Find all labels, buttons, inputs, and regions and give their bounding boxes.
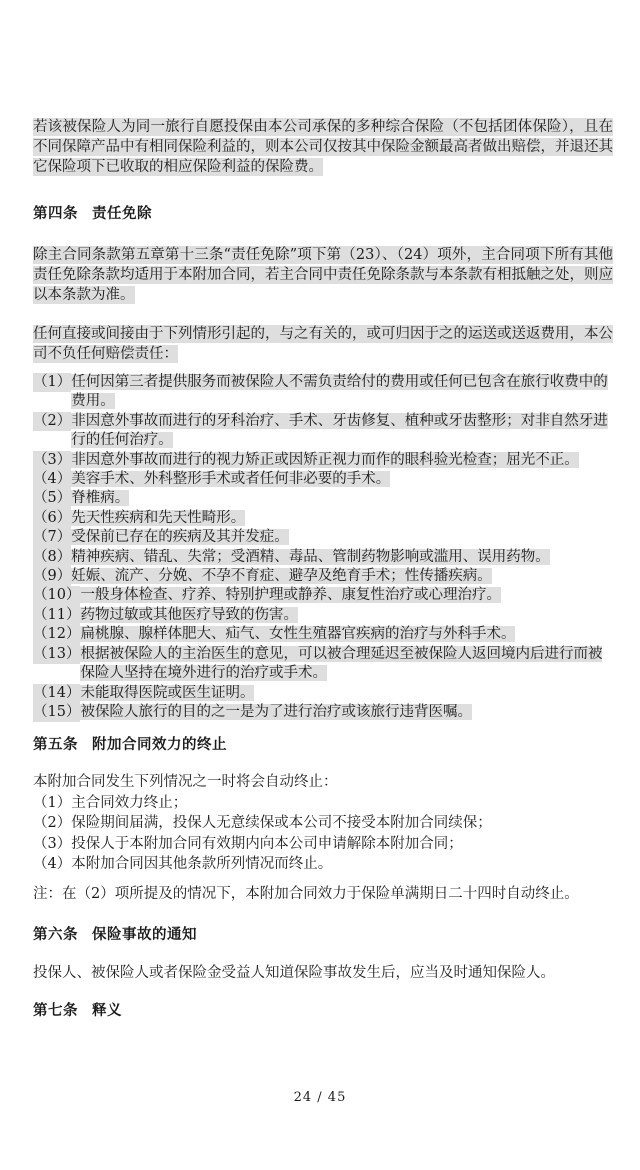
exclusion-text-wrap <box>80 606 613 625</box>
exclusion-number: （12） <box>33 625 80 644</box>
article-title: 释义 <box>92 1002 122 1019</box>
paragraph-text: 除主合同条款第五章第十三条“责任免除”项下第（23）、（24）项外，主合同项下所有其他责任免除条款均适用于本附加合同，若主合同中责任免除条款与本条款有相抵触之处，则应以本条款为准。 <box>33 247 613 303</box>
article-number: 第五条 <box>33 736 78 753</box>
termination-number: （2） <box>33 815 72 831</box>
exclusion-number: （10） <box>33 586 80 605</box>
exclusion-item <box>33 489 613 508</box>
exclusion-text-wrap <box>80 625 613 644</box>
termination-number: （3） <box>33 835 72 852</box>
exclusion-number: （11） <box>33 606 80 625</box>
article-6-heading <box>33 925 613 945</box>
exclusion-text-wrap <box>80 703 613 722</box>
exclusion-item <box>33 567 613 586</box>
exclusion-number: （1） <box>33 373 71 392</box>
exclusion-text-wrap <box>71 489 613 508</box>
termination-note: 注：在（2）项所提及的情况下，本附加合同效力于保险单满期日二十四时自动终止。 <box>33 886 579 902</box>
exclusion-text-wrap <box>80 684 613 703</box>
exclusion-number: （14） <box>33 684 80 703</box>
termination-text: 主合同效力终止； <box>71 794 188 811</box>
termination-item <box>33 834 613 855</box>
exclusion-number: （8） <box>33 548 71 567</box>
exclusion-text-wrap <box>71 509 613 528</box>
paragraph-exclusion-intro <box>33 324 613 364</box>
exclusion-text: 先天性疾病和先天性畸形。 <box>71 509 246 526</box>
exclusion-number: （2） <box>33 412 71 431</box>
exclusion-item <box>33 412 613 451</box>
exclusion-text: 任何因第三者提供服务而被保险人不需负责给付的费用或任何已包含在旅行收费中的费用。 <box>71 374 608 410</box>
paragraph-duplicate-insurance <box>33 117 613 177</box>
exclusion-list <box>33 373 613 722</box>
exclusion-text-wrap <box>71 567 613 586</box>
termination-item <box>33 793 613 814</box>
termination-number: （4） <box>33 856 72 872</box>
article-4-heading <box>33 204 613 224</box>
exclusion-item <box>33 645 613 684</box>
article-6-body: 投保人、被保险人或者保险金受益人知道保险事故发生后，应当及时通知保险人。 <box>33 965 555 981</box>
termination-item <box>33 854 613 875</box>
exclusion-text: 脊椎病。 <box>71 490 130 507</box>
exclusion-item <box>33 606 613 625</box>
exclusion-text-wrap <box>71 451 613 470</box>
exclusion-number: （13） <box>33 645 80 664</box>
exclusion-number: （5） <box>33 489 71 508</box>
termination-text: 保险期间届满，投保人无意续保或本公司不接受本附加合同续保； <box>71 815 492 831</box>
exclusion-text-wrap <box>71 528 613 547</box>
exclusion-number: （4） <box>33 470 71 489</box>
article-number: 第七条 <box>33 1002 78 1019</box>
exclusion-number: （6） <box>33 509 71 528</box>
exclusion-text: 被保险人旅行的目的之一是为了进行治疗或该旅行违背医嘱。 <box>80 703 472 720</box>
exclusion-number: （3） <box>33 451 71 470</box>
exclusion-text: 非因意外事故而进行的视力矫正或因矫正视力而作的眼科验光检查；屈光不正。 <box>71 451 579 468</box>
exclusion-text: 美容手术、外科整形手术或者任何非必要的手术。 <box>71 471 391 488</box>
article-number: 第四条 <box>33 205 78 222</box>
exclusion-item <box>33 684 613 703</box>
article-number: 第六条 <box>33 926 78 943</box>
exclusion-text: 受保前已存在的疾病及其并发症。 <box>71 529 289 546</box>
article-title: 附加合同效力的终止 <box>92 736 227 753</box>
exclusion-number: （9） <box>33 567 71 586</box>
exclusion-item <box>33 586 613 605</box>
paragraph-exclusion-scope <box>33 245 613 305</box>
exclusion-text: 未能取得医院或医生证明。 <box>80 684 255 701</box>
exclusion-text-wrap <box>80 645 613 684</box>
exclusion-item <box>33 373 613 412</box>
article-title: 保险事故的通知 <box>92 926 197 943</box>
exclusion-item <box>33 470 613 489</box>
exclusion-text-wrap <box>71 548 613 567</box>
termination-number: （1） <box>33 794 72 811</box>
exclusion-item <box>33 509 613 528</box>
exclusion-text: 妊娠、流产、分娩、不孕不育症、避孕及绝育手术；性传播疾病。 <box>71 568 492 585</box>
exclusion-number: （7） <box>33 528 71 547</box>
exclusion-text: 一般身体检查、疗养、特别护理或静养、康复性治疗或心理治疗。 <box>80 587 501 604</box>
termination-item <box>33 813 613 834</box>
exclusion-text-wrap <box>71 470 613 489</box>
article-5-intro: 本附加合同发生下列情况之一时将会自动终止： <box>33 774 338 790</box>
article-5-heading <box>33 735 613 755</box>
exclusion-text: 扁桃腺、腺样体肥大、疝气、女性生殖器官疾病的治疗与外科手术。 <box>80 626 516 643</box>
exclusion-number: （15） <box>33 703 80 722</box>
exclusion-item <box>33 625 613 644</box>
exclusion-text: 精神疾病、错乱、失常；受酒精、毒品、管制药物影响或滥用、误用药物。 <box>71 548 550 565</box>
paragraph-text: 若该被保险人为同一旅行自愿投保由本公司承保的多种综合保险（不包括团体保险），且在不同保障产品中有相同保险利益的，则本公司仅按其中保险金额最高者做出赔偿，并退还其它保险项下已收取的相应保险利益的保险费。 <box>33 119 613 175</box>
paragraph-text: 任何直接或间接由于下列情形引起的，与之有关的，或可归因于之的运送或送返费用，本公司不负任何赔偿责任： <box>33 326 613 362</box>
termination-text: 投保人于本附加合同有效期内向本公司申请解除本附加合同； <box>71 835 463 852</box>
article-5-body <box>33 772 613 875</box>
exclusion-item <box>33 703 613 722</box>
exclusion-text-wrap <box>80 586 613 605</box>
termination-text: 本附加合同因其他条款所列情况而终止。 <box>71 856 333 872</box>
exclusion-text: 非因意外事故而进行的牙科治疗、手术、牙齿修复、植种或牙齿整形；对非自然牙进行的任何治疗。 <box>71 412 608 449</box>
exclusion-text-wrap <box>71 373 613 412</box>
exclusion-item <box>33 451 613 470</box>
termination-list <box>33 793 613 875</box>
exclusion-item <box>33 528 613 547</box>
article-title: 责任免除 <box>92 205 152 222</box>
article-7-heading <box>33 1001 613 1021</box>
exclusion-text-wrap <box>71 412 613 451</box>
page-number: 24 / 45 <box>293 1090 347 1105</box>
exclusion-text: 根据被保险人的主治医生的意见，可以被合理延迟至被保险人返回境内后进行而被保险人坚持在境外进行的治疗或手术。 <box>80 645 603 682</box>
exclusion-text: 药物过敏或其他医疗导致的伤害。 <box>80 606 298 623</box>
exclusion-item <box>33 548 613 567</box>
